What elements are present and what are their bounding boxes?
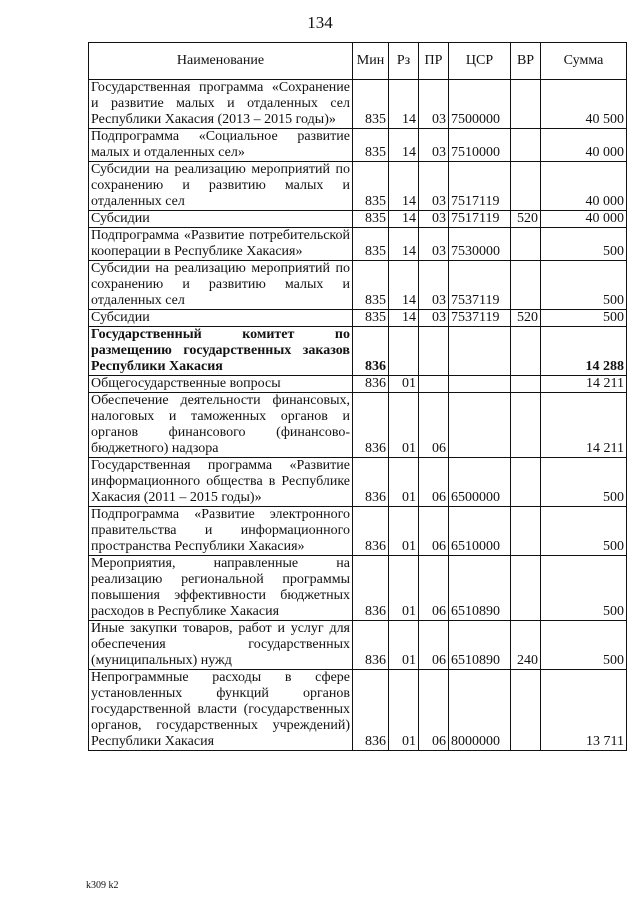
cell-rz: 14 bbox=[389, 162, 419, 211]
cell-vr bbox=[511, 376, 541, 393]
header-pr: ПР bbox=[419, 43, 449, 80]
cell-name: Непрограммные расходы в сфере установленных функций органов государственной власти (государственных органов, государственных учреждений) Республики Хакасия bbox=[89, 670, 353, 751]
table-row bbox=[89, 458, 627, 507]
cell-rz: 01 bbox=[389, 670, 419, 751]
cell-csr bbox=[449, 393, 511, 458]
table-row bbox=[89, 376, 627, 393]
cell-csr: 8000000 bbox=[449, 670, 511, 751]
cell-pr bbox=[419, 376, 449, 393]
cell-rz: 01 bbox=[389, 376, 419, 393]
table-row bbox=[89, 670, 627, 751]
cell-csr: 7510000 bbox=[449, 129, 511, 162]
cell-rz bbox=[389, 327, 419, 376]
cell-min: 835 bbox=[353, 211, 389, 228]
header-csr: ЦСР bbox=[449, 43, 511, 80]
cell-rz: 01 bbox=[389, 556, 419, 621]
cell-rz: 01 bbox=[389, 621, 419, 670]
cell-pr: 03 bbox=[419, 162, 449, 211]
header-min: Мин bbox=[353, 43, 389, 80]
cell-pr: 06 bbox=[419, 393, 449, 458]
cell-vr bbox=[511, 228, 541, 261]
footer-note: k309 k2 bbox=[86, 880, 119, 891]
cell-csr: 6500000 bbox=[449, 458, 511, 507]
cell-csr: 7537119 bbox=[449, 310, 511, 327]
table-row bbox=[89, 556, 627, 621]
table-row bbox=[89, 261, 627, 310]
cell-name: Государственный комитет по размещению государственных заказов Республики Хакасия bbox=[89, 327, 353, 376]
table-row bbox=[89, 327, 627, 376]
cell-pr: 03 bbox=[419, 80, 449, 129]
table-row bbox=[89, 80, 627, 129]
page-number: 134 bbox=[307, 13, 333, 32]
cell-vr: 520 bbox=[511, 211, 541, 228]
table-row bbox=[89, 393, 627, 458]
cell-csr: 6510890 bbox=[449, 556, 511, 621]
cell-csr bbox=[449, 327, 511, 376]
cell-min: 835 bbox=[353, 310, 389, 327]
cell-sum: 40 000 bbox=[541, 129, 627, 162]
cell-min: 836 bbox=[353, 393, 389, 458]
cell-name: Субсидии bbox=[89, 211, 353, 228]
cell-pr: 06 bbox=[419, 621, 449, 670]
cell-pr: 03 bbox=[419, 129, 449, 162]
table-row bbox=[89, 507, 627, 556]
cell-rz: 14 bbox=[389, 129, 419, 162]
cell-pr: 03 bbox=[419, 211, 449, 228]
header-vr: ВР bbox=[511, 43, 541, 80]
cell-name: Обеспечение деятельности финансовых, налоговых и таможенных органов и органов финансового (финансово-бюджетного) надзора bbox=[89, 393, 353, 458]
table-body bbox=[89, 80, 627, 751]
header-name: Наименование bbox=[89, 43, 353, 80]
cell-min: 836 bbox=[353, 327, 389, 376]
cell-pr bbox=[419, 327, 449, 376]
cell-sum: 14 288 bbox=[541, 327, 627, 376]
cell-pr: 06 bbox=[419, 458, 449, 507]
cell-rz: 14 bbox=[389, 228, 419, 261]
cell-csr: 6510000 bbox=[449, 507, 511, 556]
cell-sum: 500 bbox=[541, 556, 627, 621]
cell-csr: 7500000 bbox=[449, 80, 511, 129]
cell-rz: 01 bbox=[389, 507, 419, 556]
cell-name: Подпрограмма «Развитие потребительской кооперации в Республике Хакасия» bbox=[89, 228, 353, 261]
cell-name: Субсидии на реализацию мероприятий по сохранению и развитию малых и отдаленных сел bbox=[89, 261, 353, 310]
cell-sum: 500 bbox=[541, 261, 627, 310]
cell-min: 836 bbox=[353, 507, 389, 556]
cell-pr: 06 bbox=[419, 556, 449, 621]
cell-vr bbox=[511, 393, 541, 458]
cell-pr: 03 bbox=[419, 261, 449, 310]
cell-name: Субсидии bbox=[89, 310, 353, 327]
table-row bbox=[89, 310, 627, 327]
cell-vr bbox=[511, 80, 541, 129]
cell-name: Мероприятия, направленные на реализацию региональной программы повышения эффективности бюджетных расходов в Республике Хакасия bbox=[89, 556, 353, 621]
cell-min: 835 bbox=[353, 261, 389, 310]
cell-sum: 14 211 bbox=[541, 376, 627, 393]
cell-sum: 40 000 bbox=[541, 211, 627, 228]
cell-sum: 14 211 bbox=[541, 393, 627, 458]
table-row bbox=[89, 162, 627, 211]
cell-min: 835 bbox=[353, 228, 389, 261]
table-row bbox=[89, 211, 627, 228]
cell-min: 836 bbox=[353, 670, 389, 751]
cell-rz: 14 bbox=[389, 261, 419, 310]
header-sum: Сумма bbox=[541, 43, 627, 80]
cell-rz: 14 bbox=[389, 211, 419, 228]
cell-name: Субсидии на реализацию мероприятий по сохранению и развитию малых и отдаленных сел bbox=[89, 162, 353, 211]
cell-vr bbox=[511, 162, 541, 211]
cell-vr bbox=[511, 129, 541, 162]
cell-min: 836 bbox=[353, 621, 389, 670]
cell-rz: 14 bbox=[389, 80, 419, 129]
cell-sum: 500 bbox=[541, 310, 627, 327]
cell-pr: 03 bbox=[419, 310, 449, 327]
table-header-row bbox=[89, 43, 627, 80]
cell-sum: 13 711 bbox=[541, 670, 627, 751]
cell-pr: 03 bbox=[419, 228, 449, 261]
cell-name: Иные закупки товаров, работ и услуг для обеспечения государственных (муниципальных) нужд bbox=[89, 621, 353, 670]
cell-name: Подпрограмма «Социальное развитие малых и отдаленных сел» bbox=[89, 129, 353, 162]
cell-sum: 500 bbox=[541, 621, 627, 670]
cell-csr bbox=[449, 376, 511, 393]
cell-pr: 06 bbox=[419, 507, 449, 556]
cell-min: 835 bbox=[353, 129, 389, 162]
cell-min: 836 bbox=[353, 556, 389, 621]
cell-name: Государственная программа «Сохранение и развитие малых и отдаленных сел Республики Хакасия (2013 – 2015 годы)» bbox=[89, 80, 353, 129]
cell-min: 835 bbox=[353, 80, 389, 129]
cell-rz: 14 bbox=[389, 310, 419, 327]
table-row bbox=[89, 228, 627, 261]
cell-name: Государственная программа «Развитие информационного общества в Республике Хакасия (2011 – 2015 годы)» bbox=[89, 458, 353, 507]
cell-sum: 500 bbox=[541, 507, 627, 556]
header-rz: Рз bbox=[389, 43, 419, 80]
cell-name: Общегосударственные вопросы bbox=[89, 376, 353, 393]
cell-csr: 7537119 bbox=[449, 261, 511, 310]
cell-sum: 500 bbox=[541, 228, 627, 261]
cell-vr: 240 bbox=[511, 621, 541, 670]
cell-sum: 40 000 bbox=[541, 162, 627, 211]
cell-csr: 7517119 bbox=[449, 211, 511, 228]
cell-csr: 6510890 bbox=[449, 621, 511, 670]
cell-csr: 7517119 bbox=[449, 162, 511, 211]
cell-vr bbox=[511, 261, 541, 310]
table-row bbox=[89, 129, 627, 162]
cell-csr: 7530000 bbox=[449, 228, 511, 261]
cell-vr bbox=[511, 458, 541, 507]
cell-vr bbox=[511, 670, 541, 751]
cell-vr: 520 bbox=[511, 310, 541, 327]
cell-min: 836 bbox=[353, 458, 389, 507]
cell-name: Подпрограмма «Развитие электронного правительства и информационного пространства Республики Хакасия» bbox=[89, 507, 353, 556]
cell-min: 836 bbox=[353, 376, 389, 393]
cell-rz: 01 bbox=[389, 393, 419, 458]
cell-vr bbox=[511, 327, 541, 376]
cell-min: 835 bbox=[353, 162, 389, 211]
cell-rz: 01 bbox=[389, 458, 419, 507]
cell-vr bbox=[511, 556, 541, 621]
cell-sum: 40 500 bbox=[541, 80, 627, 129]
cell-vr bbox=[511, 507, 541, 556]
cell-pr: 06 bbox=[419, 670, 449, 751]
budget-table bbox=[88, 42, 627, 751]
cell-sum: 500 bbox=[541, 458, 627, 507]
table-row bbox=[89, 621, 627, 670]
